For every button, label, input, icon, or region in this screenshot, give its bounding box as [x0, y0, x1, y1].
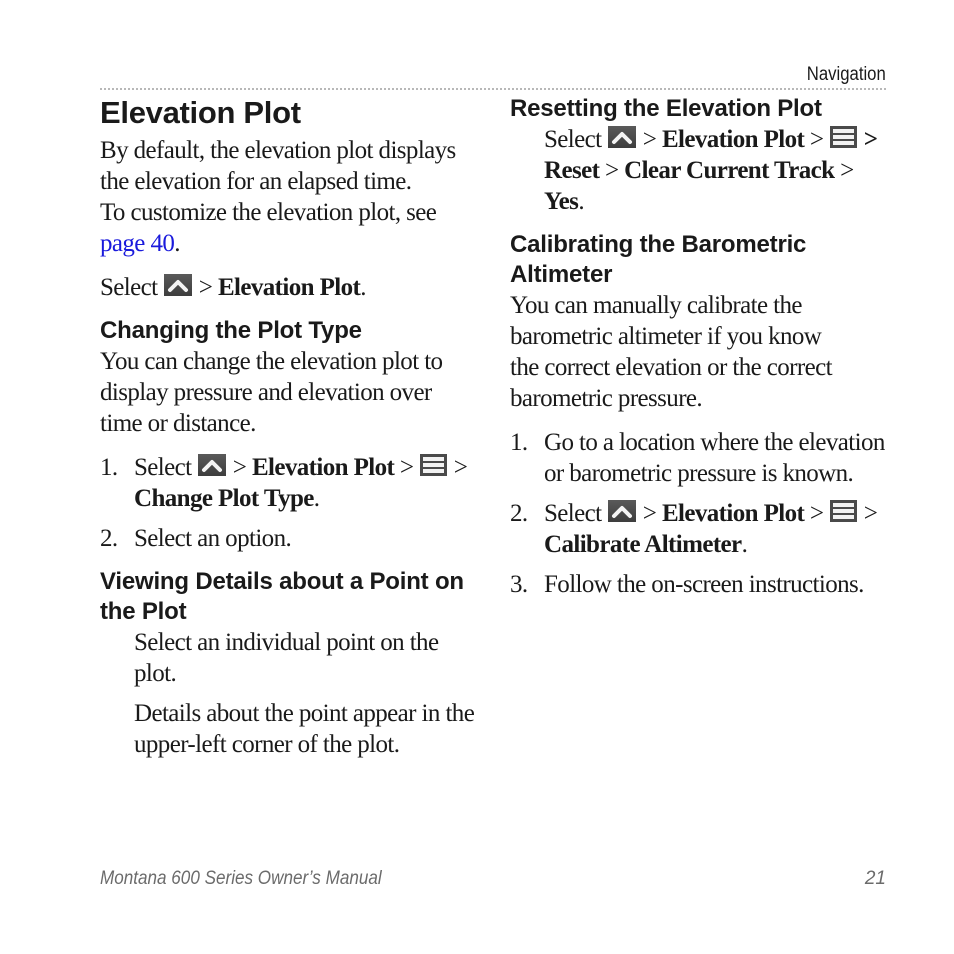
- footer-page-number: 21: [864, 868, 886, 889]
- viewing-details-para-1: Select an individual point on the plot.: [134, 629, 439, 687]
- page-40-link[interactable]: page 40: [100, 230, 175, 257]
- changing-step-2: 2. Select an option.: [100, 525, 292, 552]
- changing-plot-type-body: You can change the elevation plot to display pressure and elevation over time or distance.: [100, 348, 443, 437]
- calibrating-step-3: 3. Follow the on-screen instructions.: [510, 571, 864, 598]
- changing-plot-type-heading: Changing the Plot Type: [100, 317, 362, 344]
- up-chevron-icon: [198, 454, 226, 476]
- calibrating-body: You can manually calibrate the barometric altimeter if you know the correct elevation or the correct barometric pressure.: [510, 292, 832, 412]
- up-chevron-icon: [164, 274, 192, 296]
- menu-icon: [420, 454, 447, 476]
- up-chevron-icon: [608, 500, 636, 522]
- menu-icon: [830, 126, 857, 148]
- resetting-heading: Resetting the Elevation Plot: [510, 95, 822, 122]
- left-column: [100, 94, 475, 760]
- footer-manual-title: Montana 600 Series Owner’s Manual: [100, 868, 382, 889]
- running-head: Navigation: [806, 64, 886, 85]
- right-column: [510, 94, 890, 600]
- customize-paragraph: To customize the elevation plot, see page 40.: [100, 199, 437, 257]
- header-rule: [100, 88, 886, 90]
- up-chevron-icon: [608, 126, 636, 148]
- menu-icon: [830, 500, 857, 522]
- changing-step-1: 1. Select > Elevation Plot > > Change Plot Type.: [100, 454, 468, 512]
- calibrating-heading: Calibrating the Barometric Altimeter: [510, 231, 807, 288]
- viewing-details-para-2: Details about the point appear in the upper-left corner of the plot.: [134, 700, 475, 758]
- viewing-details-heading: Viewing Details about a Point on the Plot: [100, 568, 464, 625]
- select-elevation-plot-instruction: Select > Elevation Plot.: [100, 274, 366, 301]
- page-title: Elevation Plot: [100, 95, 301, 130]
- intro-paragraph: By default, the elevation plot displays the elevation for an elapsed time.: [100, 137, 456, 195]
- calibrating-step-2: 2. Select > Elevation Plot > > Calibrate Altimeter.: [510, 500, 878, 558]
- calibrating-step-1: 1. Go to a location where the elevation or barometric pressure is known.: [510, 429, 885, 487]
- resetting-instruction: Select > Elevation Plot > > Reset > Clear Current Track > Yes.: [544, 126, 878, 215]
